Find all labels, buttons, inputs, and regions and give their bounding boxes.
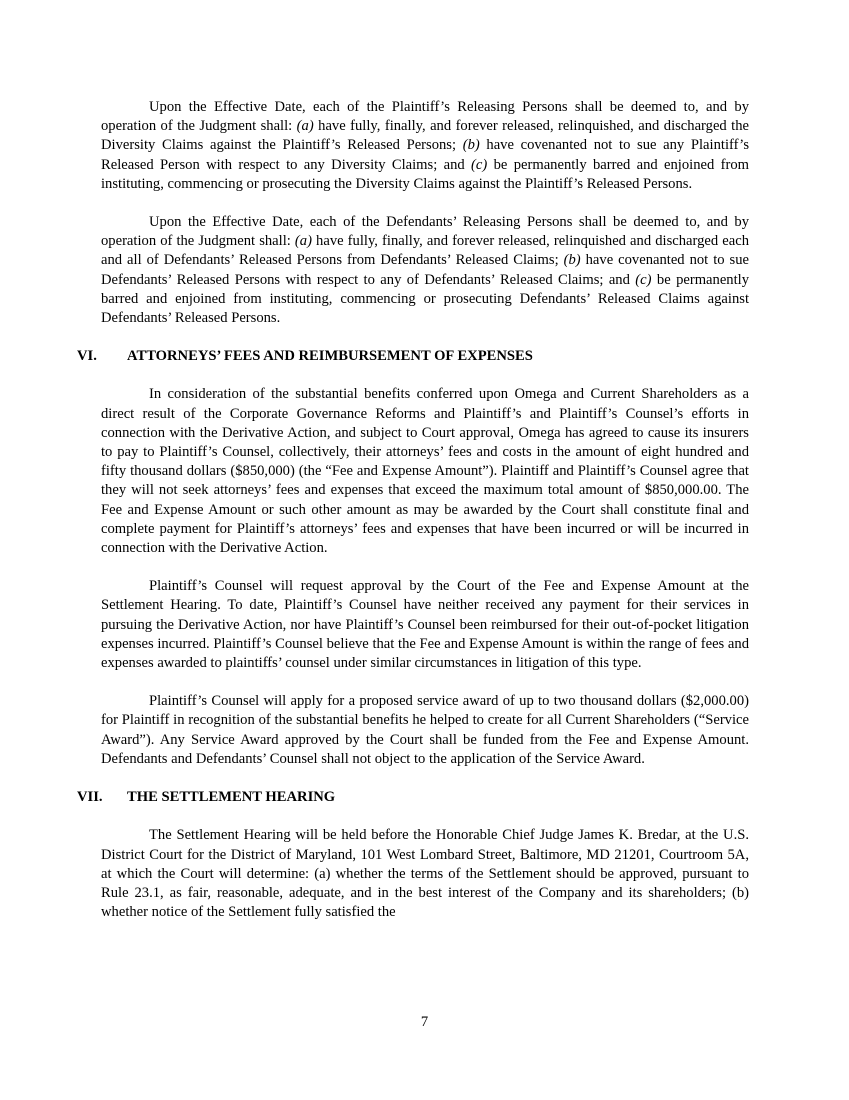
text-segment: Upon the Effective Date, each of the Plaintiff’s Releasing Persons shall be deemed to, and by operation of the Judgment shall:: [101, 99, 749, 135]
document-page: [77, 98, 750, 922]
release-paragraph-defendants: [101, 213, 749, 328]
section-heading-vii: [77, 788, 749, 807]
text-segment: have covenanted not to sue Defendants’ Released Persons with respect to any of Defendants’ Released Claims; and: [101, 252, 749, 288]
section-title: ATTORNEYS’ FEES AND REIMBURSEMENT OF EXPENSES: [127, 348, 533, 365]
section-number: VII.: [77, 789, 103, 806]
text-segment: have covenanted not to sue any Plaintiff’s Released Person with respect to any Diversity Claims; and: [101, 137, 749, 173]
text-segment: Upon the Effective Date, each of the Defendants’ Releasing Persons shall be deemed to, and by operation of the Judgment shall:: [101, 214, 749, 250]
clause-marker: (a): [294, 233, 312, 250]
page-number: 7: [420, 1014, 429, 1030]
fee-approval-paragraph: Plaintiff’s Counsel will request approval by the Court of the Fee and Expense Amount at the Settlement Hearing. To date, Plaintiff’s Counsel have neither received any payment for their services in pursuing the Derivative Action, nor have Plaintiff’s Counsel been reimbursed for their out-of-pocket litigation expenses incurred. Plaintiff’s Counsel believe that the Fee and Expense Amount is within the range of fees and expenses awarded to plaintiffs’ counsel under similar circumstances in litigation of this type.: [101, 578, 749, 672]
release-paragraph-plaintiff: [101, 98, 749, 194]
text-segment: be permanently barred and enjoined from instituting, commencing or prosecuting Defendants’ Released Claims against Defendants’ Released Persons.: [101, 271, 750, 327]
section-heading-vi: [77, 347, 749, 366]
fees-paragraph: In consideration of the substantial benefits conferred upon Omega and Current Shareholders as a direct result of the Corporate Governance Reforms and Plaintiff’s and Plaintiff’s Counsel’s efforts in connection with the Derivative Action, and subject to Court approval, Omega has agreed to cause its insurers to pay to Plaintiff’s Counsel, collectively, their attorneys’ fees and costs in the amount of eight hundred and fifty thousand dollars ($850,000) (the “Fee and Expense Amount”). Plaintiff and Plaintiff’s Counsel agree that they will not seek attorneys’ fees and expenses that exceed the maximum total amount of $850,000.00. The Fee and Expense Amount or such other amount as may be awarded by the Court shall constitute final and complete payment for Plaintiff’s attorneys’ fees and expenses that have been incurred or will be incurred in connection with the Derivative Action.: [101, 386, 749, 557]
clause-marker: (b): [462, 137, 480, 154]
service-award-paragraph: Plaintiff’s Counsel will apply for a proposed service award of up to two thousand dollars ($2,000.00) for Plaintiff in recognition of the substantial benefits he helped to create for all Current Shareholders (“Service Award”). Any Service Award approved by the Court shall be funded from the Fee and Expense Amount. Defendants and Defendants’ Counsel shall not object to the application of the Service Award.: [101, 693, 749, 767]
settlement-hearing-paragraph: The Settlement Hearing will be held before the Honorable Chief Judge James K. Bredar, at the U.S. District Court for the District of Maryland, 101 West Lombard Street, Baltimore, MD 21201, Courtroom 5A, at which the Court will determine: (a) whether the terms of the Settlement should be approved, pursuant to Rule 23.1, as fair, reasonable, adequate, and in the best interest of the Company and its shareholders; (b) whether notice of the Settlement fully satisfied the: [101, 827, 749, 921]
clause-marker: (c): [635, 271, 652, 288]
section-number: VI.: [77, 348, 97, 365]
clause-marker: (b): [563, 252, 581, 269]
text-segment: be permanently barred and enjoined from instituting, commencing or prosecuting the Diversity Claims against the Plaintiff’s Released Persons.: [101, 156, 749, 192]
section-title: THE SETTLEMENT HEARING: [127, 789, 336, 806]
clause-marker: (c): [471, 156, 488, 173]
text-segment: have fully, finally, and forever released, relinquished and discharged each and all of Defendants’ Released Persons from Defendants’ Released Claims;: [101, 233, 749, 269]
clause-marker: (a): [296, 118, 314, 135]
text-segment: have fully, finally, and forever released, relinquished, and discharged the Diversity Claims against the Plaintiff’s Released Persons;: [101, 118, 749, 154]
